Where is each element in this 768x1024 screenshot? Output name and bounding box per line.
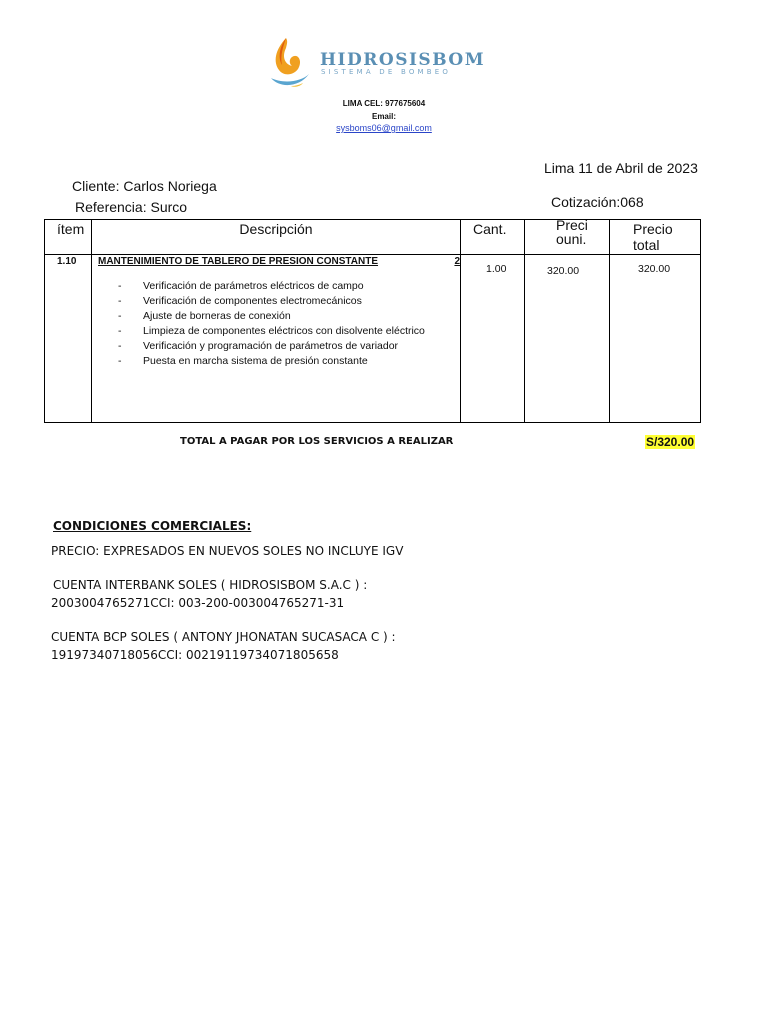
conditions-title: CONDICIONES COMERCIALES:	[53, 519, 252, 533]
table-header-row	[45, 220, 701, 255]
header-unit-price-line2: ouni.	[556, 231, 587, 247]
total-amount: S/320.00	[646, 435, 695, 449]
table-row	[45, 255, 701, 423]
row-item-cell	[45, 255, 92, 423]
row-item: 1.10	[57, 256, 77, 267]
brand-name: HIDROSISBOM	[320, 50, 486, 70]
row-unit-price-cell	[525, 255, 610, 423]
email-link[interactable]: sysboms06@gmail.com	[336, 123, 432, 133]
brand-tagline: SISTEMA DE BOMBEO	[321, 68, 452, 76]
row-description-cell	[92, 255, 461, 423]
list-item: - Ajuste de borneras de conexión	[118, 310, 291, 322]
task-list	[98, 279, 425, 369]
list-item: - Verificación y programación de parámetros de variador	[118, 340, 399, 352]
bcp-label: CUENTA BCP SOLES ( ANTONY JHONATAN SUCASACA C ) :	[51, 630, 396, 644]
header-total-price-line2: total	[633, 237, 660, 253]
header-unit-price-cell	[525, 217, 610, 255]
row-unit-price: 320.00	[547, 265, 580, 277]
list-item: - Verificación de parámetros eléctricos de campo	[118, 280, 364, 292]
price-note: PRECIO: EXPRESADOS EN NUEVOS SOLES NO INCLUYE IGV	[51, 544, 404, 558]
quote-table	[44, 219, 701, 423]
list-item: - Limpieza de componentes eléctricos con disolvente eléctrico	[118, 325, 425, 337]
header-qty-cell	[461, 220, 525, 255]
interbank-account: 2003004765271CCI: 003-200-003004765271-31	[51, 596, 345, 610]
list-item: - Puesta en marcha sistema de presión constante	[118, 355, 368, 367]
email-label: Email:	[371, 112, 396, 121]
header-description-cell	[92, 220, 461, 255]
interbank-label: CUENTA INTERBANK SOLES ( HIDROSISBOM S.A.C ) :	[53, 578, 368, 592]
quote-number: Cotización:068	[551, 194, 644, 210]
header-qty: Cant.	[473, 221, 507, 237]
hidrosisbom-logo-icon	[265, 36, 315, 92]
phone-line: LIMA CEL: 977675604	[342, 99, 426, 108]
row-title: MANTENIMIENTO DE TABLERO DE PRESION CONSTANTE	[98, 256, 379, 267]
total-label: TOTAL A PAGAR POR LOS SERVICIOS A REALIZAR	[180, 436, 454, 447]
row-total-price-cell	[610, 255, 701, 423]
reference: Referencia: Surco	[75, 199, 188, 215]
header-item-cell	[45, 220, 92, 255]
client-name: Cliente: Carlos Noriega	[72, 178, 217, 194]
row-total-price: 320.00	[638, 263, 671, 275]
quote-date: Lima 11 de Abril de 2023	[544, 160, 698, 176]
row-qty-cell	[461, 255, 525, 423]
row-title-suffix: 2	[454, 256, 460, 267]
header-unit-price-line1: Preci	[556, 217, 588, 233]
header-total-price-line1: Precio	[633, 221, 673, 237]
bcp-account: 19197340718056CCI: 00219119734071805658	[51, 648, 339, 662]
header-item: ítem	[57, 221, 85, 237]
header-description: Descripción	[239, 221, 313, 237]
list-item: - Verificación de componentes electromecánicos	[118, 295, 362, 307]
row-qty: 1.00	[486, 263, 507, 275]
header-total-price-cell	[610, 220, 701, 255]
